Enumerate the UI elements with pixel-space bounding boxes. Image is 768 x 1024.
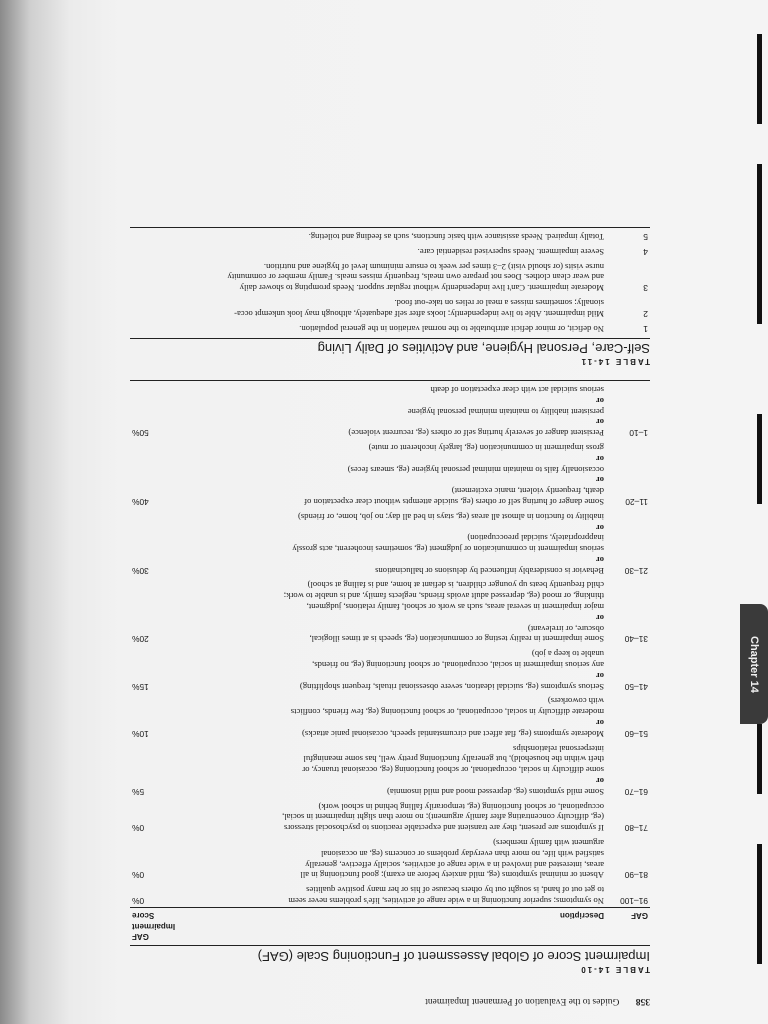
impairment-score-cell: 40% <box>132 496 149 507</box>
or-connector: or <box>595 395 604 406</box>
description-line: Severe impairment. Needs supervised residential care. <box>417 246 604 257</box>
book-title: Guides to the Evaluation of Permanent Impairment <box>425 996 620 1006</box>
gaf-range-cell: 11–20 <box>625 496 648 507</box>
description-line: sionally; sometimes misses a meal or relies on take-out food. <box>394 297 604 308</box>
margin-mark <box>757 844 762 964</box>
description-line: Mild impairment. Able to live independently; looks after self adequately, although may look unkempt occa- <box>234 308 604 319</box>
description-cell <box>188 439 606 508</box>
page-number: 358 <box>635 996 650 1006</box>
description-line: thinking, or mood (eg, depressed adult avoids friends, neglects family, and is unable to work; <box>283 591 604 602</box>
gaf-range-cell: 41–50 <box>624 681 648 692</box>
chapter-tab: Chapter 14 <box>740 604 768 724</box>
description-line: to get out of hand, is sought out by others because of his or her many positive qualities <box>306 885 604 896</box>
gaf-header: GAF <box>606 908 650 943</box>
margin-mark <box>757 164 762 324</box>
description-line: Some danger of hurting self or others (eg, suicide attempts without clear expectation of <box>304 496 604 507</box>
description-line: Moderate impairment. Can't live independently without regular support. Needs prompting to shower daily <box>239 283 604 294</box>
description-line: No deficit, or minor deficit attributable to the normal variation in the general population. <box>299 323 604 334</box>
gaf-range-cell: 81–90 <box>624 870 648 881</box>
margin-mark <box>757 414 762 504</box>
level-cell: 3 <box>643 283 648 294</box>
description-line: moderate difficulty in social, occupational, or school functioning (eg, few friends, conflicts <box>290 707 604 718</box>
table-row <box>130 320 650 335</box>
table-row <box>130 243 650 258</box>
description-line: inability to function in almost all areas (eg, stays in bed all day; no job, home, or friends) <box>298 511 604 522</box>
or-connector: or <box>595 522 604 533</box>
description-line: If symptoms are present, they are transient and expectable reactions to psychosocial stressors <box>283 823 604 834</box>
description-line: argument with family members) <box>493 838 604 849</box>
description-cell <box>188 577 606 646</box>
description-cell <box>188 798 606 834</box>
description-header: Description <box>188 908 606 943</box>
running-head <box>130 996 650 1006</box>
impairment-score-cell: 10% <box>132 728 149 739</box>
description-line: unable to keep a job) <box>531 649 604 660</box>
impairment-score-cell: 5% <box>132 786 145 797</box>
impairment-score-cell: 20% <box>132 634 149 645</box>
description-line: Serious symptoms (eg, suicidal ideation, severe obsessional rituals, frequent shoplifting) <box>299 681 604 692</box>
description-cell <box>130 294 606 320</box>
impairment-score-cell: 30% <box>132 565 149 576</box>
description-cell <box>188 508 606 577</box>
description-line: gross impairment in communication (eg, largely incoherent or mute) <box>368 442 604 453</box>
level-cell: 1 <box>643 323 648 334</box>
description-line: Some mild symptoms (eg, depressed mood and mild insomnia) <box>387 786 604 797</box>
gaf-table-body <box>130 381 650 908</box>
or-connector: or <box>595 417 604 428</box>
or-connector: or <box>595 670 604 681</box>
table-label: TABLE 14-11 <box>579 357 650 367</box>
self-care-table-body <box>130 228 650 335</box>
level-cell: 4 <box>643 246 648 257</box>
description-line: persistent inability to maintain minimal personal hygiene <box>407 406 604 417</box>
gaf-range-cell: 51–60 <box>624 728 648 739</box>
impairment-score-cell: 50% <box>130 381 188 439</box>
description-line: nurse visits (or should visit) 2–3 times per week to ensure minimum level of hygiene and nutrition. <box>263 261 604 272</box>
description-line: Some impairment in reality testing or communication (eg, speech is at times illogical, <box>309 634 604 645</box>
or-connector: or <box>595 612 604 623</box>
margin-mark <box>757 724 762 794</box>
description-cell <box>188 834 606 881</box>
page-content <box>130 227 650 984</box>
description-cell <box>130 320 606 335</box>
table-row <box>130 645 650 692</box>
description-line: occasionally fails to maintain minimal personal hygiene (eg, smears feces) <box>347 464 604 475</box>
description-line: Moderate symptoms (eg, flat affect and circumstantial speech, occasional panic attacks) <box>302 728 604 739</box>
description-cell <box>188 740 606 798</box>
gaf-range-cell: 21–30 <box>624 565 648 576</box>
table-row <box>130 693 650 740</box>
description-line: some difficulty in social, occupational, or school functioning (eg, occasional truancy, or <box>302 765 604 776</box>
or-connector: or <box>595 554 604 565</box>
table-row <box>130 228 650 243</box>
or-connector: or <box>595 718 604 729</box>
gaf-range-cell: 91–100 <box>620 896 648 907</box>
impairment-score-cell: 0% <box>132 870 145 881</box>
level-cell: 5 <box>606 228 650 243</box>
description-line: child frequently beats up younger children, is defiant at home, and is failing at school) <box>307 580 604 591</box>
table-label: TABLE 14-10 <box>579 965 650 974</box>
impairment-score-cell: 0% <box>132 896 145 907</box>
impairment-score-cell: 15% <box>132 681 149 692</box>
description-line: inappropriately, suicidal preoccupation) <box>467 533 604 544</box>
description-line: satisfied with life, no more than everyday problems or concerns (eg, an occasional <box>320 848 604 859</box>
gaf-range-cell: 61–70 <box>624 786 648 797</box>
or-connector: or <box>595 475 604 486</box>
margin-mark <box>757 34 762 124</box>
description-cell <box>130 243 606 258</box>
table-row <box>130 381 650 439</box>
description-line: serious impairment in communication or judgment (eg, sometimes incoherent, acts grossly <box>292 544 604 555</box>
table-row <box>130 834 650 881</box>
description-line: Behavior is considerably influenced by delusions or hallucinations <box>375 565 604 576</box>
or-connector: or <box>595 776 604 787</box>
description-line: occupational, or school functioning (eg, temporarily falling behind in school work) <box>318 801 604 812</box>
description-line: Absent or minimal symptoms (eg, mild anxiety before an exam); good functioning in all <box>300 870 604 881</box>
table-title: Impairment Score of Global Assessment of Functioning Scale (GAF) <box>130 945 650 961</box>
gaf-range-cell: 71–80 <box>624 823 648 834</box>
table-row <box>130 798 650 834</box>
score-header: GAF Impairment Score <box>130 908 188 943</box>
table-row <box>130 294 650 320</box>
self-care-table <box>130 227 650 334</box>
gaf-table <box>130 380 650 942</box>
table-row <box>130 258 650 294</box>
or-connector: or <box>595 453 604 464</box>
description-cell <box>188 645 606 692</box>
table-row <box>130 508 650 577</box>
description-cell <box>130 258 606 294</box>
description-line: No symptoms; superior functioning in a wide range of activities, life's problems never seem <box>288 896 604 907</box>
description-line: with coworkers) <box>547 696 604 707</box>
description-cell <box>188 881 606 907</box>
impairment-score-cell: 0% <box>132 823 145 834</box>
gaf-range-cell: 31–40 <box>624 634 648 645</box>
table-row <box>130 577 650 646</box>
description-line: interpersonal relationships <box>513 743 604 754</box>
description-line: areas, interested and involved in a wide range of activities, socially effective, generally <box>305 859 604 870</box>
table-row <box>130 881 650 907</box>
description-cell <box>130 228 606 243</box>
table-title: Self-Care, Personal Hygiene, and Activities of Daily Living <box>130 338 650 354</box>
description-line: serious suicidal act with clear expectation of death <box>430 384 604 395</box>
gaf-range-cell: 1–10 <box>606 381 650 439</box>
description-line: and wear clean clothes. Does not prepare own meals, frequently misses meals. Family member or community <box>227 272 604 283</box>
description-line: obscure, or irrelevant) <box>527 623 604 634</box>
table-row <box>130 740 650 798</box>
level-cell: 2 <box>643 308 648 319</box>
description-cell <box>188 381 606 439</box>
description-line: death, frequently violent, manic excitement) <box>451 486 604 497</box>
description-line: major impairment in several areas, such as work or school, family relations, judgment, <box>306 602 604 613</box>
description-line: any serious impairment in social, occupational, or school functioning (eg, no friends, <box>312 660 604 671</box>
table-row <box>130 439 650 508</box>
description-line: Persistent danger of severely hurting self or others (eg, recurrent violence) <box>348 428 604 439</box>
table-header-row <box>130 908 650 943</box>
description-line: Totally impaired. Needs assistance with basic functions, such as feeding and toileting. <box>308 231 604 242</box>
description-line: theft within the household), but generally functioning pretty well, has some meaningful <box>303 754 604 765</box>
description-line: (eg, difficulty concentrating after family argument); no more than slight impairment in social, <box>282 812 604 823</box>
description-cell <box>188 693 606 740</box>
